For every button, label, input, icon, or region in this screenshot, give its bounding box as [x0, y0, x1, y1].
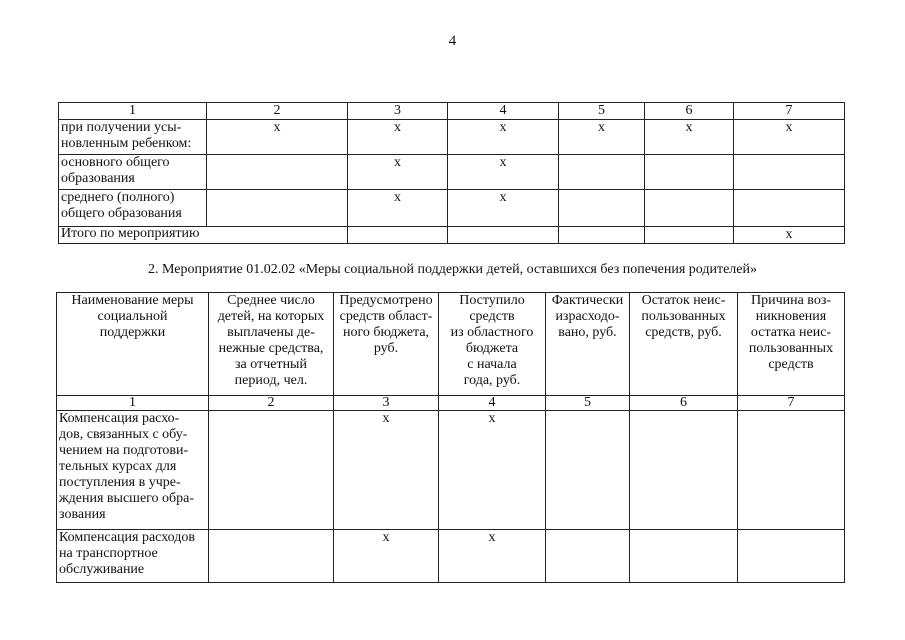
total-label: Итого по мероприятию — [59, 227, 348, 244]
table-cell — [209, 411, 334, 530]
column-number: 7 — [738, 396, 845, 411]
column-number: 4 — [439, 396, 546, 411]
column-number: 2 — [209, 396, 334, 411]
column-header: Фактически израсходо- вано, руб. — [546, 293, 630, 396]
column-number: 7 — [734, 103, 845, 120]
table-cell — [546, 411, 630, 530]
row-label: Компенсация расхо- дов, связанных с обу- чением на подготови- тельных курсах для поступления в учре- ждения высшего обра- зования — [57, 411, 209, 530]
table-cell: x — [734, 227, 845, 244]
row-label: среднего (полного) общего образования — [59, 190, 207, 227]
column-number: 6 — [630, 396, 738, 411]
column-header: Наименование меры социальной поддержки — [57, 293, 209, 396]
table-cell — [645, 155, 734, 190]
table-cell — [734, 155, 845, 190]
column-header: Остаток неис- пользованных средств, руб. — [630, 293, 738, 396]
table-cell: x — [448, 155, 559, 190]
column-number: 4 — [448, 103, 559, 120]
table-cell — [448, 227, 559, 244]
table-cell — [559, 190, 645, 227]
column-number: 3 — [334, 396, 439, 411]
column-header: Поступило средств из областного бюджета с начала года, руб. — [439, 293, 546, 396]
table-1 — [58, 102, 845, 244]
table-cell — [559, 155, 645, 190]
section-caption: 2. Мероприятие 01.02.02 «Меры социальной поддержки детей, оставшихся без попечения родителей» — [148, 262, 757, 277]
table-row — [59, 155, 845, 190]
table-cell: x — [348, 155, 448, 190]
table-cell: x — [348, 120, 448, 155]
table-row — [57, 530, 845, 583]
table-2 — [56, 292, 845, 583]
column-number: 3 — [348, 103, 448, 120]
column-number: 6 — [645, 103, 734, 120]
table-cell — [559, 227, 645, 244]
column-number: 1 — [59, 103, 207, 120]
column-number: 5 — [546, 396, 630, 411]
table-cell — [645, 190, 734, 227]
table-cell: x — [448, 190, 559, 227]
table-cell: x — [439, 411, 546, 530]
table-cell — [207, 155, 348, 190]
table-cell — [348, 227, 448, 244]
table-cell: x — [334, 530, 439, 583]
table-cell: x — [439, 530, 546, 583]
table-row — [59, 190, 845, 227]
table-cell — [645, 227, 734, 244]
table-cell: x — [645, 120, 734, 155]
table-cell: x — [448, 120, 559, 155]
table-cell: x — [334, 411, 439, 530]
total-row — [59, 227, 845, 244]
table-cell — [734, 190, 845, 227]
table-cell: x — [559, 120, 645, 155]
column-number: 1 — [57, 396, 209, 411]
column-header: Среднее число детей, на которых выплачены де- нежные средства, за отчетный период, чел. — [209, 293, 334, 396]
table-cell — [630, 530, 738, 583]
table-cell: x — [734, 120, 845, 155]
row-label: Компенсация расходов на транспортное обслуживание — [57, 530, 209, 583]
column-header: Предусмотрено средств област- ного бюджета, руб. — [334, 293, 439, 396]
row-label: при получении усы- новленным ребенком: — [59, 120, 207, 155]
table-cell — [546, 530, 630, 583]
row-label: основного общего образования — [59, 155, 207, 190]
page-number: 4 — [448, 33, 457, 49]
table-2-column-numbers — [57, 396, 845, 411]
table-cell: x — [207, 120, 348, 155]
table-cell — [209, 530, 334, 583]
table-row — [59, 120, 845, 155]
table-cell: x — [348, 190, 448, 227]
table-cell — [738, 530, 845, 583]
column-number: 2 — [207, 103, 348, 120]
table-2-header — [57, 293, 845, 396]
table-cell — [738, 411, 845, 530]
column-header: Причина воз- никновения остатка неис- пользованных средств — [738, 293, 845, 396]
table-cell — [207, 190, 348, 227]
table-row — [57, 411, 845, 530]
column-number: 5 — [559, 103, 645, 120]
table-cell — [630, 411, 738, 530]
table-1-column-numbers — [59, 103, 845, 120]
